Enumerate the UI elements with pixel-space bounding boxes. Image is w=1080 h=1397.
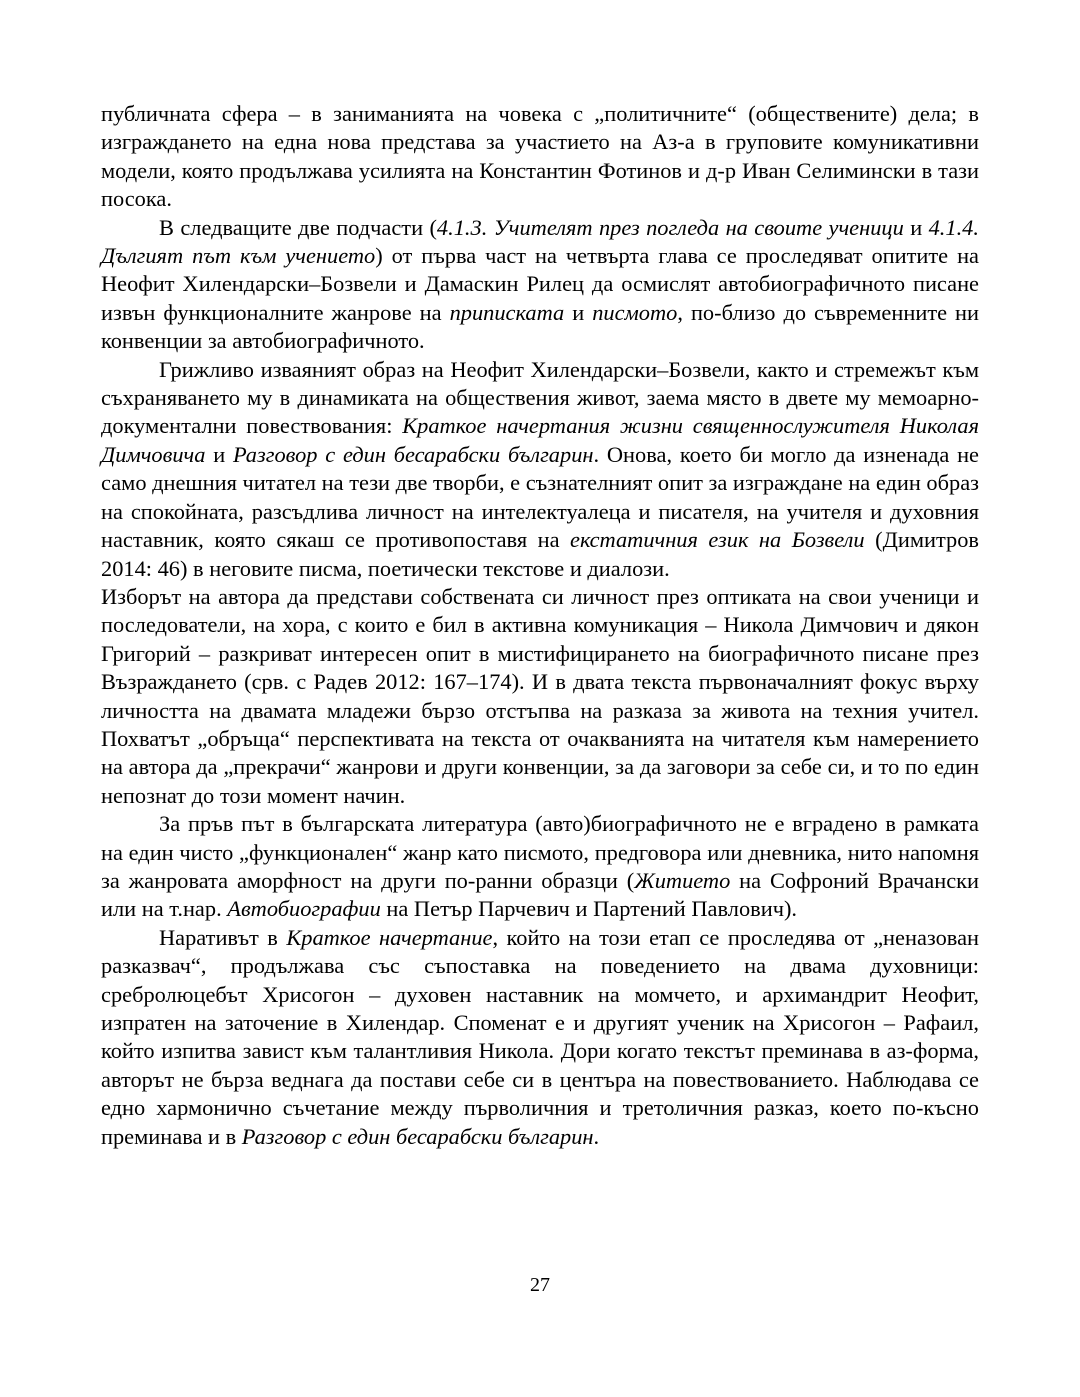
paragraph-text: . Онова, което би могло да изненада не само днешния читател на тези две творби, е съзнателният опит за изграждане на един образ на спокойната, разсъдлива личност на интелектуалеца и писателя, на учителя и духовния наставник, която сякаш се противопоставя на <box>101 441 980 553</box>
paragraph-text: и <box>205 441 233 467</box>
paragraph-text: публичната сфера – в заниманията на човека с „политичните“ (обществените) дела; в изграждането на една нова представа за участието на Аз-а в груповите комуникативни модели, която продължава усилията на Константин Фотинов и д-р Иван Селимински в тази посока. <box>101 101 979 212</box>
quoted-term: екстатичния език на Бозвели <box>570 527 865 553</box>
paragraph-6 <box>101 924 979 1151</box>
work-title: Краткое начертание <box>286 924 493 950</box>
paragraph-2 <box>101 214 979 356</box>
work-title: Житието <box>634 867 731 893</box>
subsection-title: 4.1.4. Дългият път към учението <box>101 214 979 269</box>
paragraph-text: (Димитров 2014: 46) в неговите писма, поетически текстове и диалози. <box>101 527 979 581</box>
paragraph-text: и <box>564 299 593 325</box>
genre-term: приписката <box>449 299 565 325</box>
paragraph-text: Наративът в <box>159 924 287 950</box>
paragraph-text: , който на този етап се проследява от „неназован разказвач“, продължава със съпоставка на поведението на двама духовници: сребролюцебът Хрисогон – духовен наставник на момчето, и архимандрит Неофит, изпратен на заточение в Хилендар. Споменат е и другият ученик на Хрисогон – Рафаил, който изпитва завист към талантливия Никола. Дори когато текстът преминава в аз-форма, авторът не бърза веднага да постави себе си в центъра на повествованието. Наблюдава се едно хармонично съчетание между първоличния и третоличния разказ, което по-късно преминава и в <box>101 924 979 1149</box>
work-title: Краткое начертания жизни священнослужителя Николая Димчовича <box>101 413 979 467</box>
paragraph-text: и <box>903 214 929 240</box>
paragraph-text: Изборът на автора да представи собствената си личност през оптиката на свои ученици и последователи, на хора, с които е бил в активна комуникация – Никола Димчович и дякон Григорий – разкриват интересен опит в мистифицирането на биографичното писане през Възраждането (срв. с Радев 2012: 167–174). И в двата текста първоначалният фокус върху личността на двамата младежи бързо отстъпва на разказа за живота на техния учител. Похватът „обръща“ перспективата на текста от очакванията на читателя към намерението на автора да „прекрачи“ жанрови и други конвенции, за да заговори за себе си, и то по един непознат до този момент начин. <box>101 583 979 808</box>
paragraph-text: Грижливо изваяният образ на Неофит Хилендарски–Бозвели, както и стремежът към съхраняването му в динамиката на обществения живот, заема място в двете му мемоарно-документални повествования: <box>101 356 979 439</box>
work-title: Разговор с един бесарабски българин <box>241 1123 594 1149</box>
genre-term: писмото <box>592 299 678 325</box>
paragraph-1 <box>101 100 979 214</box>
paragraph-4 <box>101 583 979 810</box>
paragraph-5 <box>101 810 979 924</box>
paragraph-text: на Петър Парчевич и Партений Павлович). <box>380 896 798 922</box>
work-title: Разговор с един бесарабски българин <box>232 441 594 467</box>
work-title: Автобиографии <box>227 896 381 922</box>
paragraph-text: В следващите две подчасти ( <box>159 214 437 240</box>
page-number: 27 <box>530 1274 550 1296</box>
paragraph-text: . <box>593 1123 600 1149</box>
paragraph-3 <box>101 356 979 583</box>
paragraph-text: За пръв път в българската литература (авто)биографичното не е вградено в рамката на един чисто „функционален“ жанр като писмото, предговора или дневника, нито напомня за жанровата аморфност на други по-ранни образци ( <box>101 811 979 893</box>
paragraph-text: на Софроний Врачански или на т.нар. <box>101 867 980 922</box>
subsection-title: 4.1.3. Учителят през погледа на своите ученици <box>436 214 904 240</box>
paragraph-text: , по-близо до съвременните ни конвенции за автобиографичното. <box>101 299 979 354</box>
page-body <box>101 100 979 1151</box>
paragraph-text: ) от първа част на четвърта глава се проследяват опитите на Неофит Хилендарски–Бозвели и Дамаскин Рилец да осмислят автобиографичното писане извън функционалните жанрове на <box>101 243 979 325</box>
